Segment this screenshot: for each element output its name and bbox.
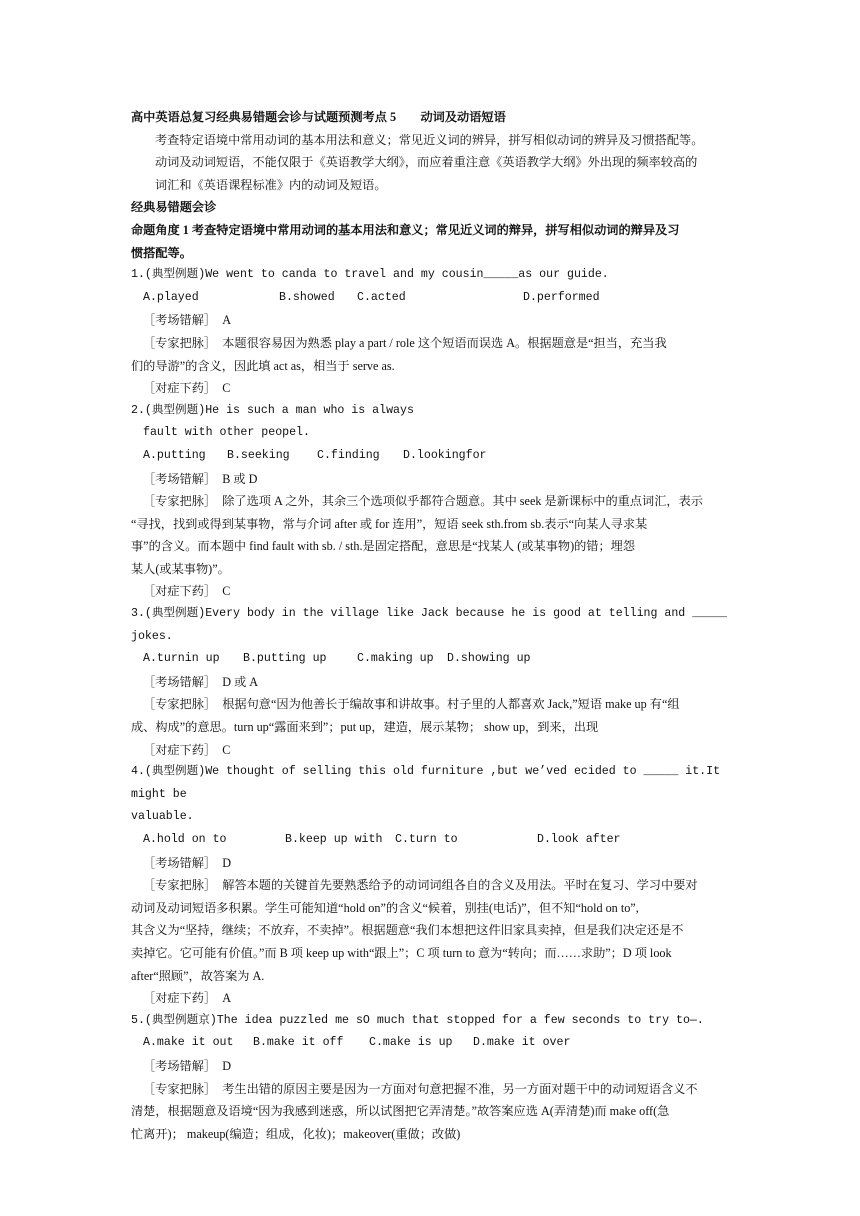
expert-label: ［专家把脉］ [143, 1081, 217, 1096]
answer-value: C [222, 742, 231, 757]
error-label: ［考场错解］ [143, 1058, 217, 1073]
question-options [131, 829, 731, 852]
option-c: C.finding [317, 448, 380, 462]
expert-label: ［专家把脉］ [143, 335, 217, 350]
expert-text: 卖掉它。它可能有价值。”而 B 项 keep up with“跟上”；C 项 turn to 意为“转向；而……求助”；D 项 look [131, 945, 672, 960]
angle-heading-cont: 惯搭配等。 [131, 245, 192, 260]
option-a: A.putting [143, 448, 206, 462]
option-d: D.look after [537, 833, 621, 846]
expert-text: 解答本题的关键首先要熟悉给予的动词词组各自的含义及用法。平时在复习、学习中要对 [222, 878, 698, 893]
question-2 [131, 400, 731, 603]
expert-text: 除了选项 A 之外，其余三个选项似乎都符合题意。其中 seek 是新课标中的重点词汇，表示 [222, 494, 703, 509]
option-b: B.make it off [253, 1036, 344, 1050]
option-b: B.showed [279, 290, 335, 304]
error-value: D [222, 1058, 232, 1073]
question-4 [131, 761, 731, 1010]
intro-line: 考查特定语境中常用动词的基本用法和意义；常见近义词的辨异，拼写相似动词的辨异及习惯搭配等。 [155, 132, 704, 147]
error-value: D [222, 855, 232, 870]
error-value: B 或 D [222, 471, 258, 486]
angle-heading: 命题角度 1 考查特定语境中常用动词的基本用法和意义；常见近义词的辩异，拼写相似动词的辩异及习 [131, 222, 680, 237]
expert-text: 忙离开)； makeup(编造；组成，化妆)；makeover(重做；改做) [131, 1126, 461, 1141]
error-line [131, 852, 731, 875]
error-line [131, 671, 731, 694]
expert-line [131, 1078, 731, 1101]
question-1 [131, 264, 731, 400]
answer-line [131, 377, 731, 400]
expert-label: ［专家把脉］ [143, 494, 217, 509]
option-a: A.hold on to [143, 833, 227, 846]
answer-value: C [222, 381, 231, 396]
error-value: A [222, 313, 232, 328]
option-a: A.turnin up [143, 652, 220, 666]
option-c: C.making up [357, 652, 434, 666]
question-options [131, 287, 731, 310]
expert-text: “寻找，找到或得到某事物，常与介词 after 或 for 连用”，短语 seek sth.from sb.表示“向某人寻求某 [131, 516, 648, 531]
answer-line [131, 739, 731, 762]
option-a: A.make it out [143, 1036, 234, 1050]
question-stem-cont: fault with other peopel. [143, 426, 310, 440]
error-label: ［考场错解］ [143, 471, 217, 486]
expert-text: 某人(或某事物)”。 [131, 561, 230, 576]
error-value: D 或 A [222, 674, 259, 689]
expert-label: ［专家把脉］ [143, 878, 217, 893]
expert-line [131, 490, 731, 513]
error-label: ［考场错解］ [143, 855, 217, 870]
expert-text: 清楚，根据题意及语境“因为我感到迷惑，所以试图把它弄清楚。”故答案应选 A(弄清楚)而 make off(急 [131, 1104, 670, 1119]
question-stem: 1.(典型例题)We went to canda to travel and my cousin_____as our guide. [131, 268, 609, 282]
error-line [131, 309, 731, 332]
expert-text: after“照顾”，故答案为 A. [131, 968, 265, 983]
intro-line: 词汇和《英语课程标准》内的动词及短语。 [155, 177, 387, 192]
expert-text: 其含义为“坚持，继续；不放弃，不卖掉”。根据题意“我们本想把这件旧家具卖掉，但是我们决定还是不 [131, 923, 684, 938]
question-stem: 5.(典型例题京)The idea puzzled me sO much that stopped for a few seconds to try to—. [131, 1013, 704, 1027]
question-stem: 2.(典型例题)He is such a man who is always [131, 403, 414, 417]
question-options [131, 1032, 731, 1055]
document-content [131, 106, 731, 1145]
question-5 [131, 1010, 731, 1146]
answer-line [131, 987, 731, 1010]
expert-label: ［专家把脉］ [143, 697, 217, 712]
answer-label: ［对症下药］ [143, 584, 217, 599]
answer-label: ［对症下药］ [143, 742, 217, 757]
error-line [131, 468, 731, 491]
error-label: ［考场错解］ [143, 313, 217, 328]
expert-text: 根据句意“因为他善长于编故事和讲故事。村子里的人都喜欢 Jack,”短语 make up 有“组 [222, 697, 680, 712]
question-stem-cont: valuable. [131, 810, 194, 824]
expert-text: 们的导游”的含义，因此填 act as，相当于 serve as. [131, 358, 395, 373]
option-d: D.make it over [473, 1036, 571, 1050]
question-options [131, 648, 731, 671]
option-b: B.putting up [243, 652, 327, 666]
expert-text: 事”的含义。而本题中 find fault with sb. / sth.是固定搭配，意思是“找某人 (或某事物)的错；埋怨 [131, 539, 636, 554]
option-b: B.keep up with [285, 833, 383, 846]
question-3 [131, 603, 731, 761]
expert-line [131, 693, 731, 716]
expert-text: 动词及动词短语多积累。学生可能知道“hold on”的含义“候着，别挂(电话)”，但不知“hold on to”, [131, 900, 639, 915]
option-c: C.make is up [369, 1036, 453, 1050]
answer-value: C [222, 584, 231, 599]
error-label: ［考场错解］ [143, 674, 217, 689]
answer-value: A [222, 991, 232, 1006]
option-b: B.seeking [227, 448, 290, 462]
document-title: 高中英语总复习经典易错题会诊与试题预测考点 5 动词及动语短语 [131, 110, 506, 124]
option-d: D.performed [523, 290, 600, 304]
answer-label: ［对症下药］ [143, 381, 217, 396]
error-line [131, 1055, 731, 1078]
answer-line [131, 580, 731, 603]
answer-label: ［对症下药］ [143, 991, 217, 1006]
question-stem: 3.(典型例题)Every body in the village like Jack because he is good at telling and _____ jokes. [131, 607, 728, 643]
question-stem: 4.(典型例题)We thought of selling this old furniture ,but we’ved ecided to _____ it.It might be [131, 765, 721, 801]
option-c: C.turn to [395, 833, 458, 846]
option-d: D.showing up [447, 652, 531, 666]
expert-text: 本题很容易因为熟悉 play a part / role 这个短语而误选 A。根据题意是“担当，充当我 [222, 335, 667, 350]
section-heading: 经典易错题会诊 [131, 200, 217, 215]
intro-line: 动词及动词短语，不能仅限于《英语教学大纲》，而应着重注意《英语教学大纲》外出现的频率较高的 [155, 155, 698, 170]
question-options [131, 445, 731, 468]
expert-line [131, 332, 731, 355]
option-c: C.acted [357, 290, 406, 304]
option-a: A.played [143, 290, 199, 304]
expert-text: 考生出错的原因主要是因为一方面对句意把握不准，另一方面对题干中的动词短语含义不 [222, 1081, 698, 1096]
expert-text: 成、构成”的意思。turn up“露面来到”；put up，建造，展示某物； show up，到来，出现 [131, 720, 599, 735]
expert-line [131, 874, 731, 897]
option-d: D.lookingfor [403, 448, 487, 462]
